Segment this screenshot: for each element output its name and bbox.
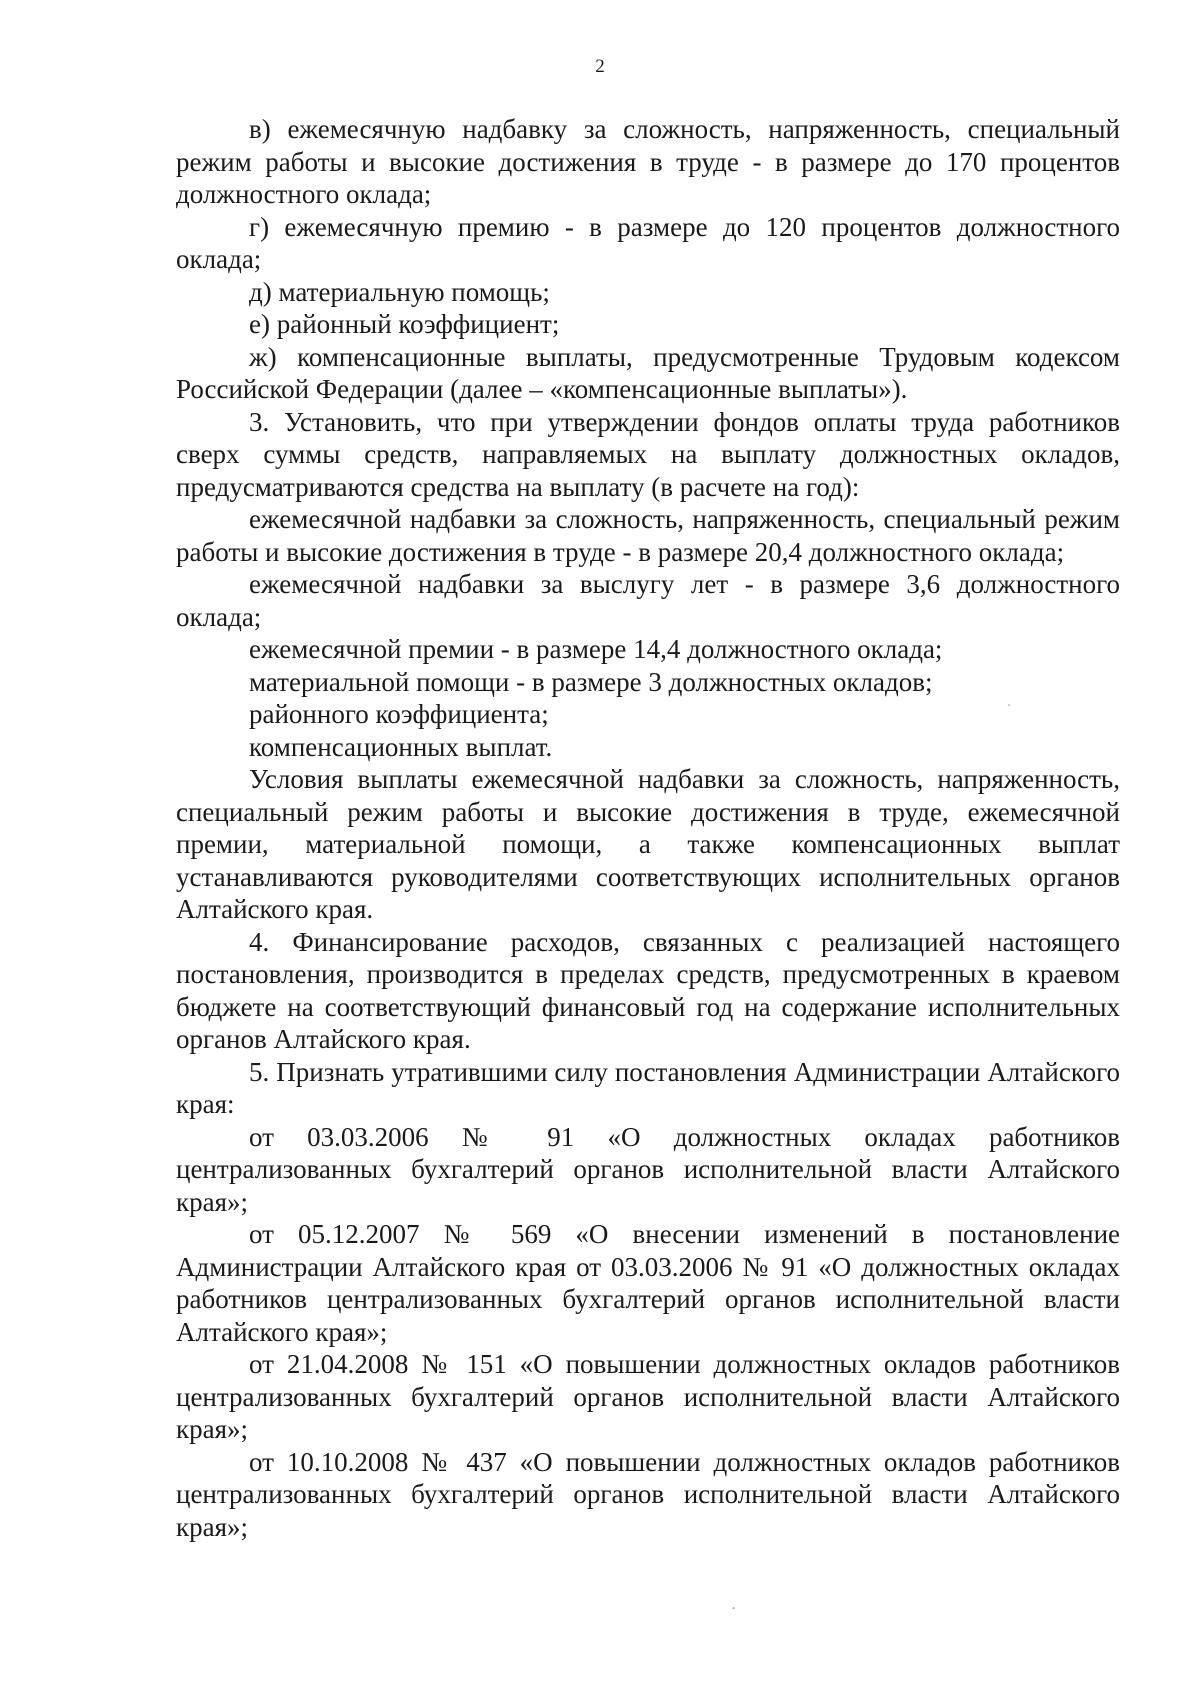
paragraph-fund-bonus: ежемесячной премии - в размере 14,4 должностного оклада; (249, 634, 943, 664)
page-number: 2 (595, 56, 605, 77)
scan-speck (732, 1607, 735, 1609)
document-body (176, 113, 1120, 1543)
paragraph-fund-aid: материальной помощи - в размере 3 должностных окладов; (249, 666, 933, 697)
paragraph-coefficient-e: е) районный коэффициент; (249, 309, 560, 339)
paragraph-fund-seniority: ежемесячной надбавки за выслугу лет - в размере 3,6 должностного оклада; (176, 569, 1120, 632)
paragraph-compensation-zh: ж) компенсационные выплаты, предусмотренные Трудовым кодексом Российской Федерации (далее – «компенсационные выплаты»). (176, 341, 1120, 404)
paragraph-clause-5: 5. Признать утратившими силу постановления Администрации Алтайского края: (176, 1056, 1120, 1119)
paragraph-repeal-2008-437: от 10.10.2008 № 437 «О повышении должностных окладов работников централизованных бухгалтерий органов исполнительной власти Алтайского края»; (176, 1446, 1120, 1542)
paragraph-clause-3: 3. Установить, что при утверждении фондов оплаты труда работников сверх суммы средств, направляемых на выплату должностных окладов, предусматриваются средства на выплату (в расчете на год): (176, 406, 1120, 502)
scan-speck (1008, 704, 1010, 706)
paragraph-repeal-2007-569: от 05.12.2007 № 569 «О внесении изменений в постановление Администрации Алтайского края от 03.03.2006 № 91 «О должностных окладах работников централизованных бухгалтерий органов исполнительной власти Алтайского края»; (176, 1219, 1120, 1347)
paragraph-bonus-g: г) ежемесячную премию - в размере до 120 процентов должностного оклада; (176, 211, 1120, 274)
paragraph-allowance-v: в) ежемесячную надбавку за сложность, напряженность, специальный режим работы и высокие достижения в труде - в размере до 170 процентов должностного оклада; (176, 114, 1120, 209)
paragraph-payment-conditions: Условия выплаты ежемесячной надбавки за сложность, напряженность, специальный режим работы и высокие достижения в труде, ежемесячной премии, материальной помощи, а также компенсационных выплат устанавливаются руководителями соответствующих исполнительных органов Алтайского края. (176, 764, 1120, 924)
paragraph-aid-d: д) материальную помощь; (249, 276, 550, 307)
paragraph-repeal-2006-91: от 03.03.2006 № 91 «О должностных окладах работников централизованных бухгалтерий органов исполнительной власти Алтайского края»; (176, 1121, 1120, 1217)
paragraph-fund-allowance: ежемесячной надбавки за сложность, напряженность, специальный режим работы и высокие достижения в труде - в размере 20,4 должностного оклада; (176, 504, 1120, 567)
paragraph-fund-compensation: компенсационных выплат. (249, 731, 553, 762)
paragraph-clause-4: 4. Финансирование расходов, связанных с реализацией настоящего постановления, производится в пределах средств, предусмотренных в краевом бюджете на соответствующий финансовый год на содержание исполнительных органов Алтайского края. (176, 926, 1120, 1054)
paragraph-repeal-2008-151: от 21.04.2008 № 151 «О повышении должностных окладов работников централизованных бухгалтерий органов исполнительной власти Алтайского края»; (176, 1349, 1120, 1444)
paragraph-fund-coefficient: районного коэффициента; (249, 699, 549, 729)
